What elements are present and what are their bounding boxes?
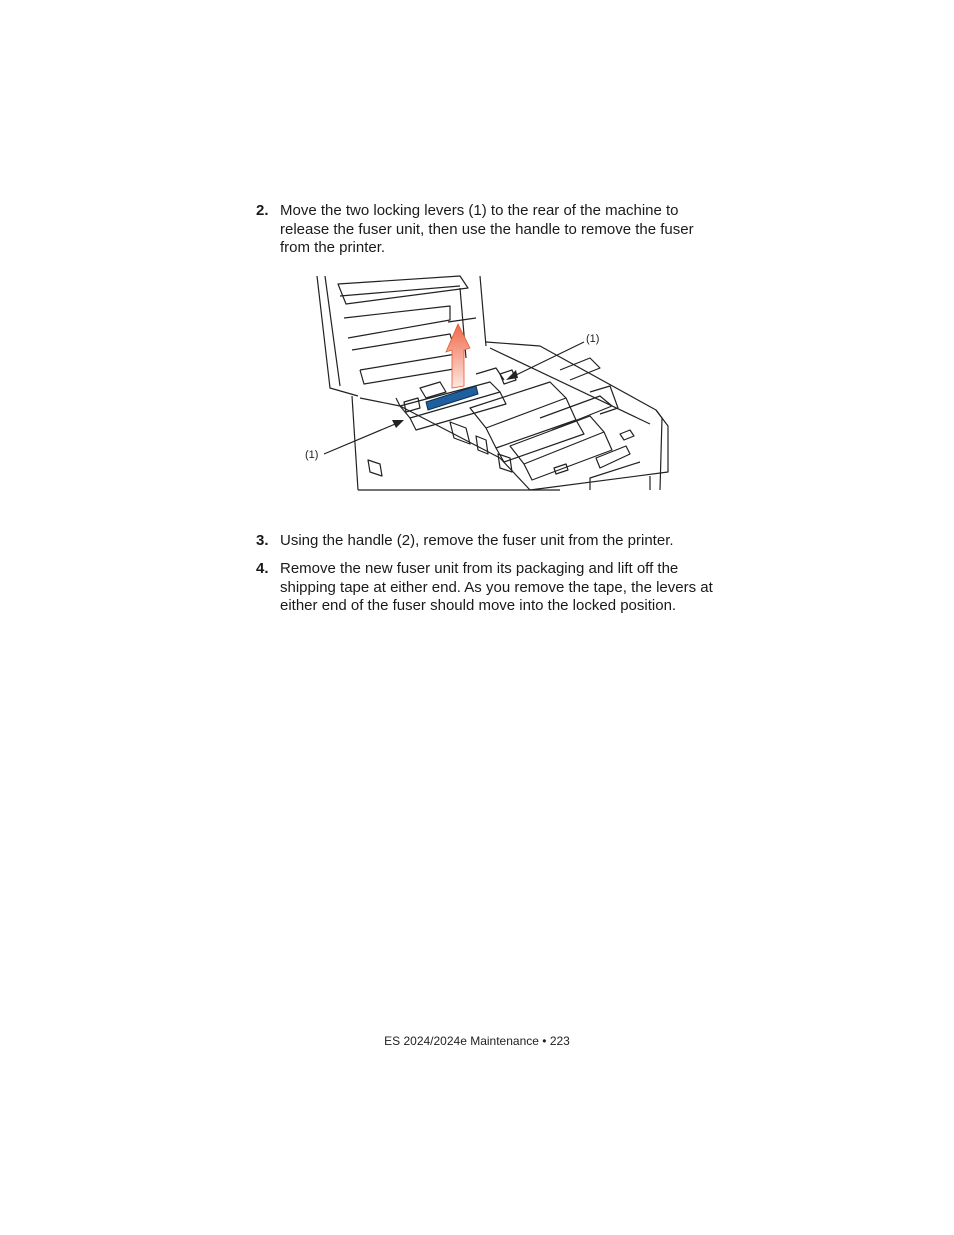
page-footer [0, 1034, 954, 1048]
step-2 [256, 202, 726, 258]
callout-label-top: (1) [586, 333, 600, 345]
step-text: Remove the new fuser unit from its packaging and lift off the shipping tape at either end. As you remove the tape, the levers at either end of the fuser should move into the locked position. [280, 560, 713, 614]
page-number: 223 [549, 1034, 570, 1048]
callout-label-bottom: (1) [305, 449, 319, 461]
step-number: 3. [256, 532, 269, 549]
fuser-removal-illustration [300, 258, 680, 493]
callout-leader-bottom [324, 422, 400, 454]
step-text: Using the handle (2), remove the fuser unit from the printer. [280, 532, 674, 549]
step-number: 4. [256, 560, 269, 577]
footer-title: ES 2024/2024e Maintenance [384, 1034, 539, 1048]
step-3 [256, 532, 726, 551]
footer-separator: • [542, 1034, 547, 1048]
step-number: 2. [256, 202, 269, 219]
printer-body [352, 342, 668, 490]
step-text: Move the two locking levers (1) to the rear of the machine to release the fuser unit, then use the handle to remove the fuser from the printer. [280, 202, 694, 256]
drum-cartridges [450, 358, 618, 480]
step-4 [256, 560, 726, 616]
callout-leader-top [514, 342, 584, 376]
